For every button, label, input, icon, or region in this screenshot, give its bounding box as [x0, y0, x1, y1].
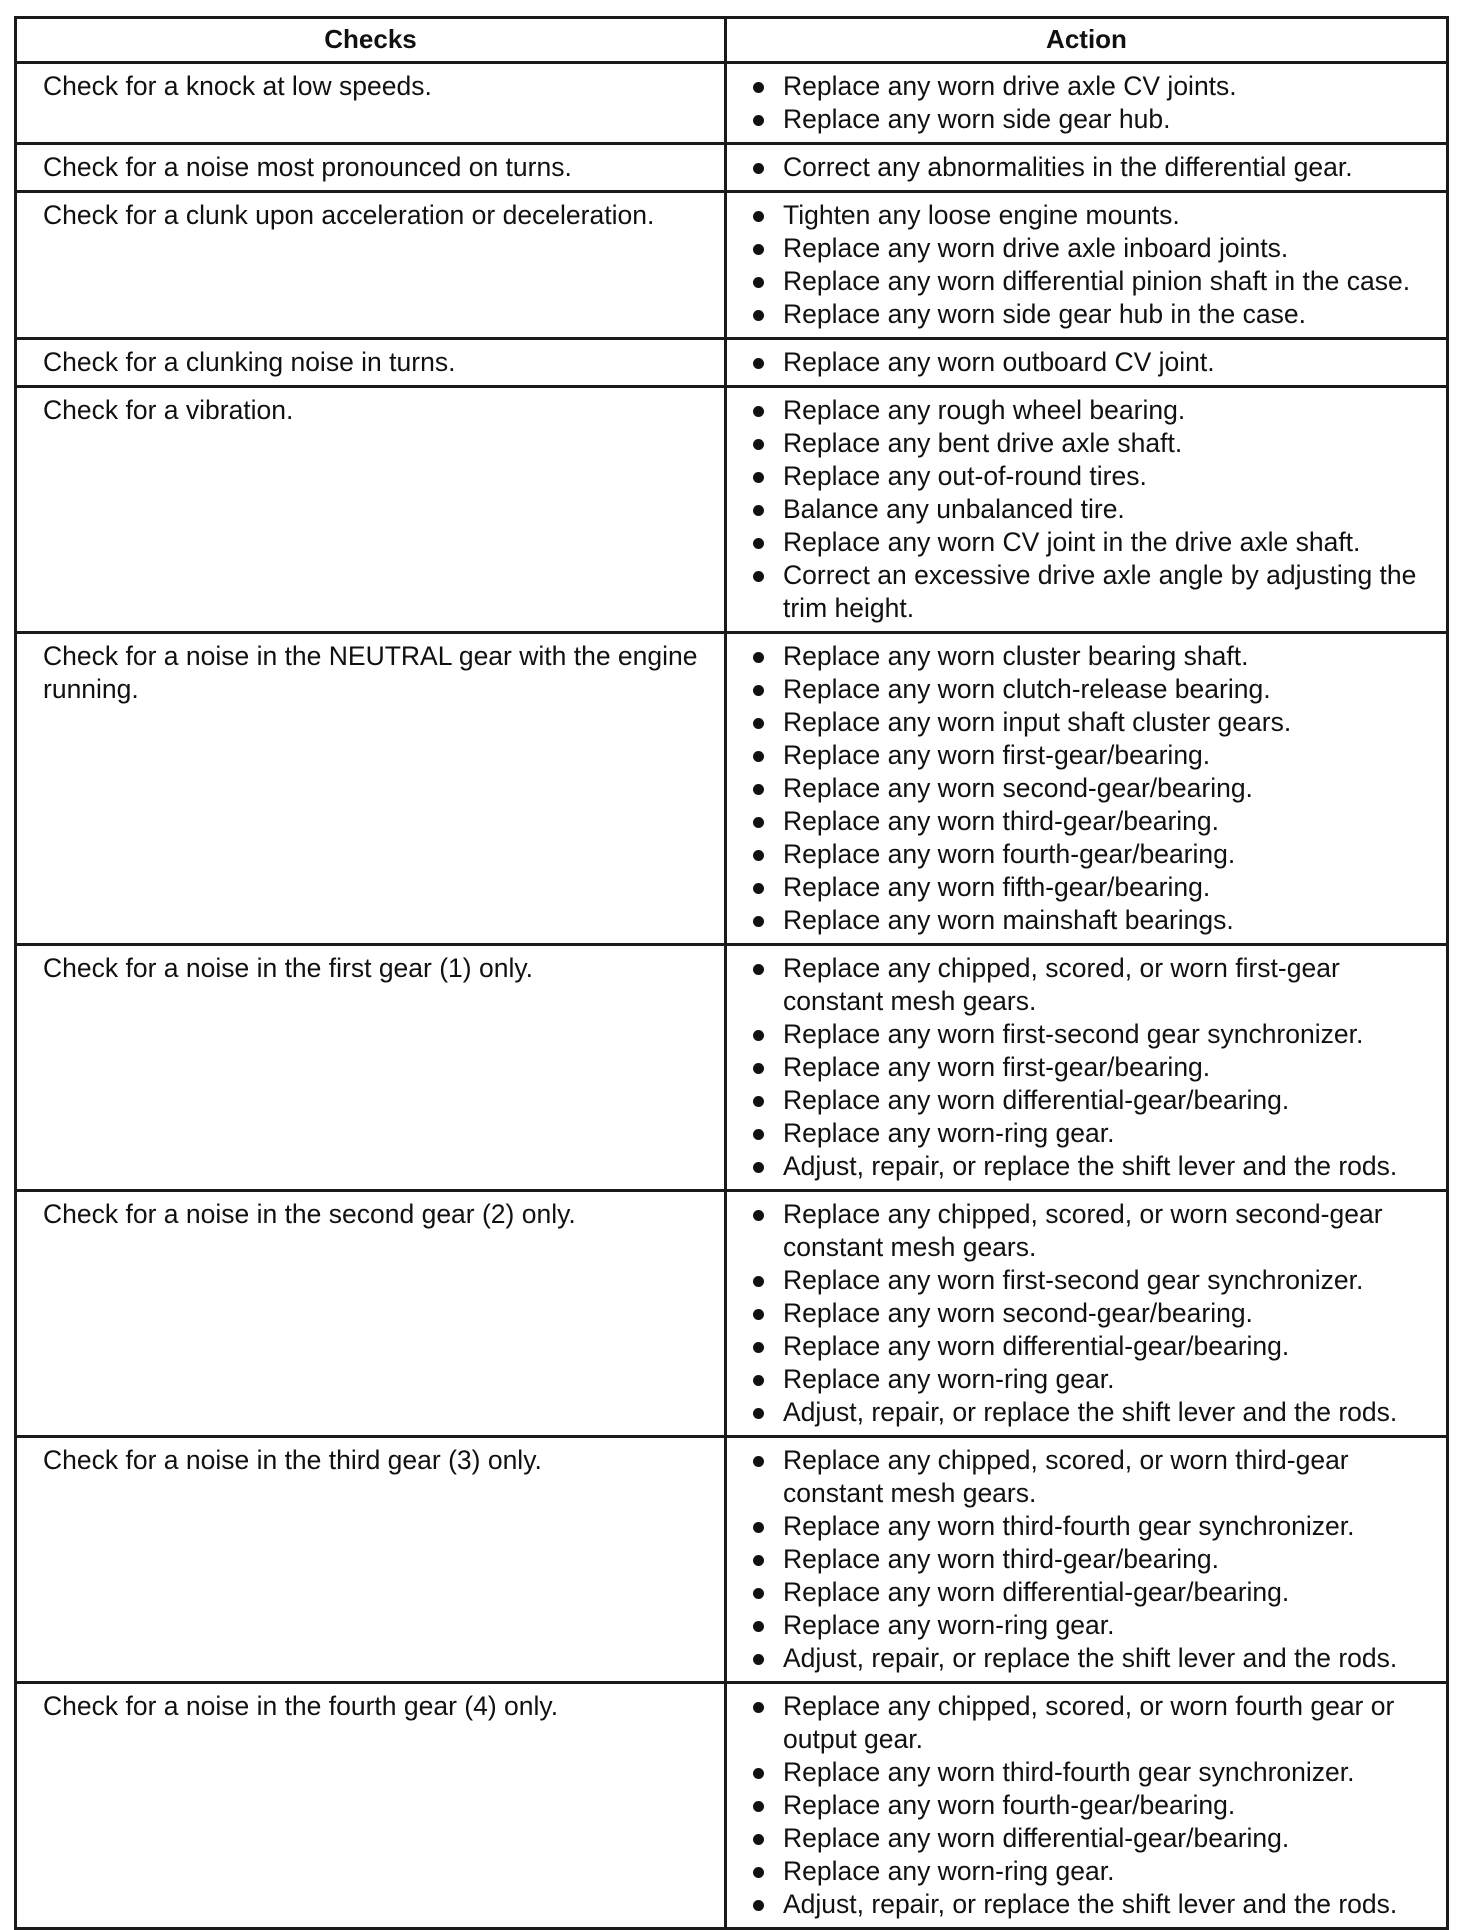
action-list — [753, 346, 1436, 379]
check-cell: Check for a clunking noise in turns. — [16, 339, 726, 387]
header-row — [16, 18, 1448, 63]
action-list — [753, 1690, 1436, 1921]
action-list — [753, 199, 1436, 331]
action-item: Replace any worn outboard CV joint. — [753, 346, 1436, 379]
action-cell — [726, 387, 1448, 633]
action-item: Replace any worn first-gear/bearing. — [753, 739, 1436, 772]
table-row — [16, 144, 1448, 192]
action-item: Balance any unbalanced tire. — [753, 493, 1436, 526]
action-item: Correct an excessive drive axle angle by adjusting the trim height. — [753, 559, 1436, 625]
action-item: Adjust, repair, or replace the shift lever and the rods. — [753, 1642, 1436, 1675]
action-item: Replace any worn differential pinion shaft in the case. — [753, 265, 1436, 298]
table-row — [16, 633, 1448, 945]
action-item: Replace any worn clutch-release bearing. — [753, 673, 1436, 706]
action-item: Replace any worn-ring gear. — [753, 1609, 1436, 1642]
action-item: Replace any worn fifth-gear/bearing. — [753, 871, 1436, 904]
action-list — [753, 151, 1436, 184]
action-list — [753, 394, 1436, 625]
action-item: Replace any worn third-fourth gear synchronizer. — [753, 1510, 1436, 1543]
action-item: Replace any worn-ring gear. — [753, 1855, 1436, 1888]
action-item: Replace any out-of-round tires. — [753, 460, 1436, 493]
action-item: Replace any rough wheel bearing. — [753, 394, 1436, 427]
action-item: Correct any abnormalities in the differential gear. — [753, 151, 1436, 184]
action-item: Replace any worn second-gear/bearing. — [753, 1297, 1436, 1330]
check-cell: Check for a clunk upon acceleration or deceleration. — [16, 192, 726, 339]
action-list — [753, 70, 1436, 136]
action-item: Replace any worn drive axle CV joints. — [753, 70, 1436, 103]
action-item: Replace any worn first-gear/bearing. — [753, 1051, 1436, 1084]
checks-column-header: Checks — [16, 18, 726, 63]
action-item: Replace any worn mainshaft bearings. — [753, 904, 1436, 937]
action-cell — [726, 1191, 1448, 1437]
action-item: Replace any worn-ring gear. — [753, 1117, 1436, 1150]
action-item: Replace any worn third-gear/bearing. — [753, 1543, 1436, 1576]
check-cell: Check for a noise in the third gear (3) only. — [16, 1437, 726, 1683]
action-cell — [726, 63, 1448, 144]
action-item: Replace any worn differential-gear/bearing. — [753, 1084, 1436, 1117]
action-item: Replace any worn cluster bearing shaft. — [753, 640, 1436, 673]
action-item: Replace any bent drive axle shaft. — [753, 427, 1436, 460]
action-list — [753, 952, 1436, 1183]
action-item: Replace any worn third-gear/bearing. — [753, 805, 1436, 838]
action-list — [753, 1444, 1436, 1675]
check-cell: Check for a noise in the first gear (1) only. — [16, 945, 726, 1191]
action-item: Replace any chipped, scored, or worn fourth gear or output gear. — [753, 1690, 1436, 1756]
action-item: Replace any worn second-gear/bearing. — [753, 772, 1436, 805]
action-cell — [726, 1683, 1448, 1929]
action-item: Replace any worn differential-gear/bearing. — [753, 1330, 1436, 1363]
action-item: Replace any worn differential-gear/bearing. — [753, 1822, 1436, 1855]
action-item: Tighten any loose engine mounts. — [753, 199, 1436, 232]
action-item: Replace any worn fourth-gear/bearing. — [753, 1789, 1436, 1822]
action-item: Replace any worn side gear hub in the case. — [753, 298, 1436, 331]
table-row — [16, 1191, 1448, 1437]
action-item: Replace any worn third-fourth gear synchronizer. — [753, 1756, 1436, 1789]
table-row — [16, 63, 1448, 144]
action-item: Adjust, repair, or replace the shift lever and the rods. — [753, 1396, 1436, 1429]
table-row — [16, 1437, 1448, 1683]
action-cell — [726, 1437, 1448, 1683]
check-cell: Check for a noise in the fourth gear (4) only. — [16, 1683, 726, 1929]
check-cell: Check for a noise in the second gear (2) only. — [16, 1191, 726, 1437]
diagnosis-table — [14, 16, 1449, 1930]
action-item: Adjust, repair, or replace the shift lever and the rods. — [753, 1150, 1436, 1183]
diagnosis-table-container — [14, 16, 1446, 1930]
action-cell — [726, 339, 1448, 387]
action-item: Replace any worn side gear hub. — [753, 103, 1436, 136]
check-cell: Check for a vibration. — [16, 387, 726, 633]
action-item: Replace any worn drive axle inboard joints. — [753, 232, 1436, 265]
action-item: Replace any worn-ring gear. — [753, 1363, 1436, 1396]
action-item: Replace any worn first-second gear synchronizer. — [753, 1264, 1436, 1297]
action-item: Replace any worn differential-gear/bearing. — [753, 1576, 1436, 1609]
action-cell — [726, 192, 1448, 339]
action-item: Replace any worn CV joint in the drive axle shaft. — [753, 526, 1436, 559]
action-column-header: Action — [726, 18, 1448, 63]
action-item: Replace any worn input shaft cluster gears. — [753, 706, 1436, 739]
action-cell — [726, 144, 1448, 192]
table-row — [16, 387, 1448, 633]
table-row — [16, 339, 1448, 387]
check-cell: Check for a knock at low speeds. — [16, 63, 726, 144]
action-cell — [726, 945, 1448, 1191]
check-cell: Check for a noise in the NEUTRAL gear with the engine running. — [16, 633, 726, 945]
action-list — [753, 640, 1436, 937]
table-row — [16, 945, 1448, 1191]
table-row — [16, 192, 1448, 339]
action-item: Adjust, repair, or replace the shift lever and the rods. — [753, 1888, 1436, 1921]
action-item: Replace any worn first-second gear synchronizer. — [753, 1018, 1436, 1051]
action-item: Replace any chipped, scored, or worn first-gear constant mesh gears. — [753, 952, 1436, 1018]
action-cell — [726, 633, 1448, 945]
action-item: Replace any worn fourth-gear/bearing. — [753, 838, 1436, 871]
action-item: Replace any chipped, scored, or worn second-gear constant mesh gears. — [753, 1198, 1436, 1264]
table-row — [16, 1683, 1448, 1929]
action-list — [753, 1198, 1436, 1429]
action-item: Replace any chipped, scored, or worn third-gear constant mesh gears. — [753, 1444, 1436, 1510]
table-body — [16, 63, 1448, 1929]
check-cell: Check for a noise most pronounced on turns. — [16, 144, 726, 192]
